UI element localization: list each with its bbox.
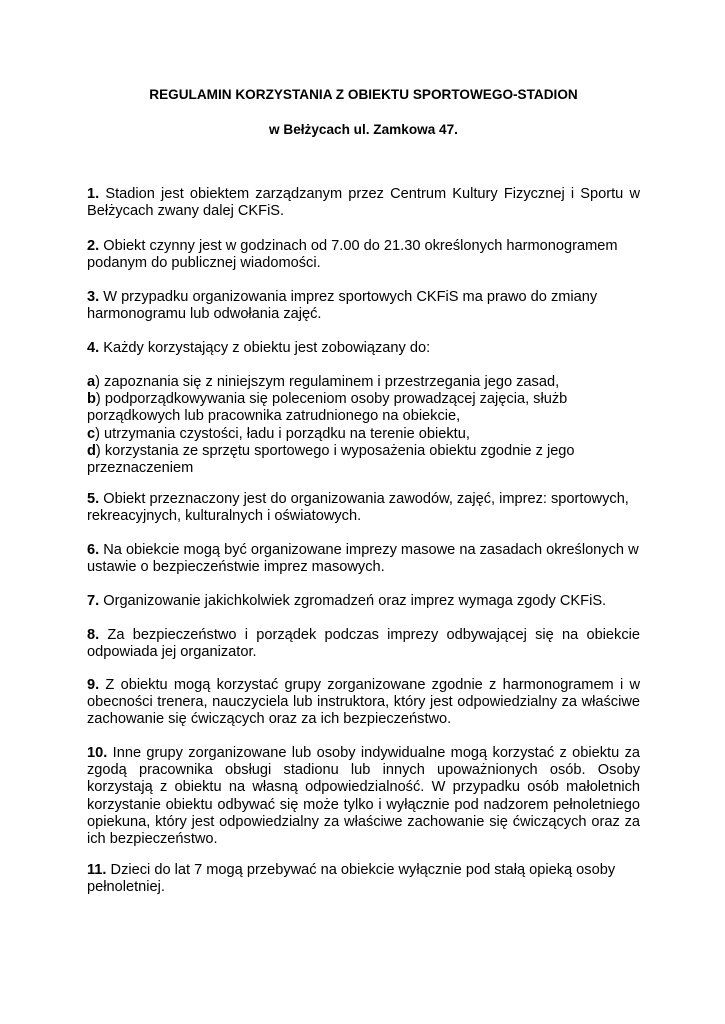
regulation-point-10 [87,745,640,848]
list-item-a: a) zapoznania się z niniejszym regulaminem i przestrzegania jego zasad, [87,374,560,390]
point-text: Organizowanie jakichkolwiek zgromadzeń oraz imprez wymaga zgody CKFiS. [103,593,607,609]
list-letter: a [87,374,96,390]
list-item-text: korzystania ze sprzętu sportowego i wyposażenia obiektu zgodnie z jego [104,442,575,459]
point-text: Obiekt przeznaczony jest do organizowania zawodów, zajęć, imprez: sportowych, rekreacyjnych, kulturalnych i oświatowych. [87,491,629,525]
point-number: 7. [87,593,100,609]
regulation-point-11 [87,862,640,896]
point-text: Inne grupy zorganizowane lub osoby indywidualne mogą korzystać z obiektu za zgodą pracownika obsługi stadionu lub innych upoważnionych osób. Osoby korzystają z obiektu na własną odpowiedzialność. W przypadku osób małoletnich korzystanie obiektu odbywać się może tylko i wyłącznie pod nadzorem pełnoletniego opiekuna, który jest odpowiedzialny za właściwe zachowanie się ćwiczących oraz za ich bezpieczeństwo. [87,745,640,848]
point-number: 4. [87,340,100,356]
point-number: 8. [87,627,100,643]
list-item-text: utrzymania czystości, ładu i porządku na terenie obiektu, [104,425,470,442]
list-letter: d [87,442,96,459]
regulation-point-1 [87,186,640,220]
list-letter: b [87,391,96,408]
regulation-point-7 [87,593,640,610]
list-item-text: podporządkowywania się poleceniom osoby prowadzącej zajęcia, służb [104,391,568,408]
point-number: 1. [87,186,100,202]
point-number: 9. [87,677,100,693]
list-item-c: c) utrzymania czystości, ładu i porządku na terenie obiektu, [87,425,470,442]
point-number: 6. [87,542,100,558]
regulation-point-9 [87,677,640,729]
point-number: 11. [87,862,107,878]
regulation-point-6 [87,542,640,576]
document-title: REGULAMIN KORZYSTANIA Z OBIEKTU SPORTOWEGO-STADION [149,87,578,102]
regulation-point-2 [87,238,640,272]
point-number: 10. [87,745,108,761]
point-text: Stadion jest obiektem zarządzanym przez Centrum Kultury Fizycznej i Sportu w Bełżycach zwany dalej CKFiS. [87,186,640,220]
list-item-b: b) podporządkowywania się poleceniom osoby prowadzącej zajęcia, służb [87,391,568,408]
point-text: Z obiektu mogą korzystać grupy zorganizowane zgodnie z harmonogramem i w obecności trenera, nauczyciela lub instruktora, który jest odpowiedzialny za właściwe zachowanie się ćwiczących oraz za ich bezpieczeństwo. [87,677,640,728]
list-item-d: d) korzystania ze sprzętu sportowego i wyposażenia obiektu zgodnie z jego [87,442,575,459]
point-text: Każdy korzystający z obiektu jest zobowiązany do: [103,340,431,356]
point-number: 3. [87,289,100,305]
point-text: Obiekt czynny jest w godzinach od 7.00 do 21.30 określonych harmonogramem podanym do publicznej wiadomości. [87,238,618,272]
point-number: 2. [87,238,100,254]
list-item-b-continuation: porządkowych lub pracownika zatrudnionego na obiekcie, [87,408,461,425]
regulation-point-4 [87,340,640,357]
regulation-point-8 [87,627,640,661]
obligations-list [87,374,640,477]
list-letter: c [87,425,96,442]
point-text: Za bezpieczeństwo i porządek podczas imprezy odbywającej się na obiekcie odpowiada jej organizator. [87,627,640,661]
point-text: Dzieci do lat 7 mogą przebywać na obiekcie wyłącznie pod stałą opieką osoby pełnoletniej. [87,862,616,896]
list-item-d-continuation: przeznaczeniem [87,460,194,477]
regulation-point-3 [87,289,640,323]
point-text: Na obiekcie mogą być organizowane imprezy masowe na zasadach określonych w ustawie o bezpieczeństwie imprez masowych. [87,542,639,576]
regulation-point-5 [87,491,640,525]
list-item-text: zapoznania się z niniejszym regulaminem i przestrzegania jego zasad, [104,374,560,390]
point-text: W przypadku organizowania imprez sportowych CKFiS ma prawo do zmiany harmonogramu lub odwołania zajęć. [87,289,598,323]
document-subtitle-address: w Bełżycach ul. Zamkowa 47. [269,122,458,137]
point-number: 5. [87,491,100,507]
